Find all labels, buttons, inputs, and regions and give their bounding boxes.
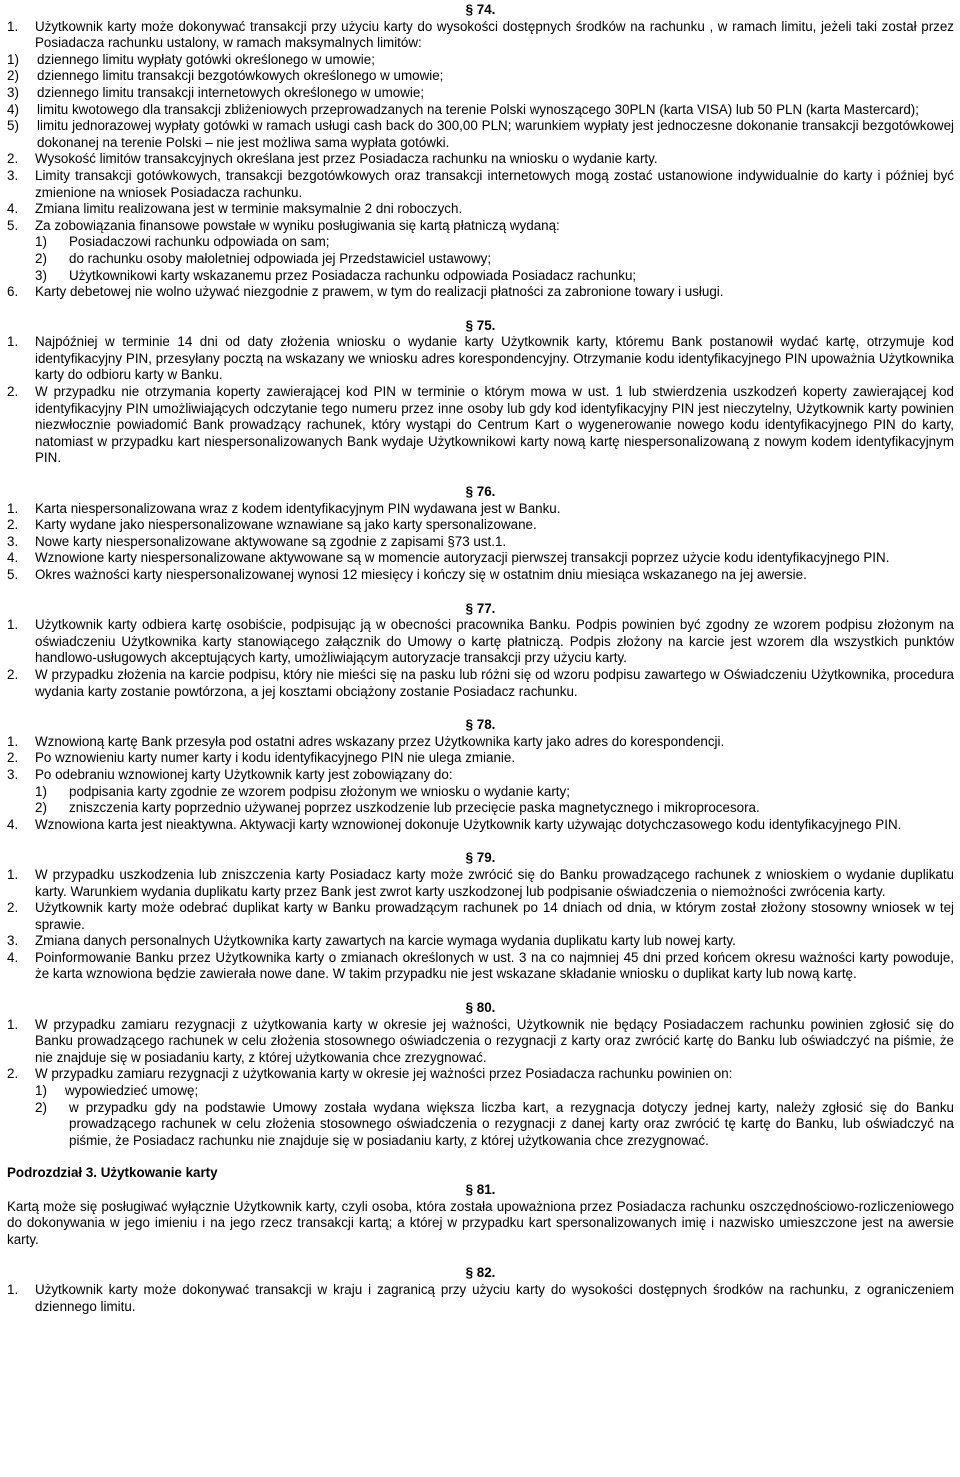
item-text: Karta niespersonalizowana wraz z kodem identyfikacyjnym PIN wydawana jest w Banku. xyxy=(35,500,561,516)
item-number: 2. xyxy=(7,384,19,400)
list-item xyxy=(7,734,954,751)
item-text: Po odebraniu wznowionej karty Użytkownik karty jest zobowiązany do: xyxy=(35,766,453,782)
sub-number: 1) xyxy=(35,234,47,250)
item-number: 3. xyxy=(7,167,19,183)
item-number: 2. xyxy=(7,900,19,916)
section-list xyxy=(7,617,954,700)
sub-text: do rachunku osoby małoletniej odpowiada jej Przedstawiciel ustawowy; xyxy=(69,250,492,266)
sub-item xyxy=(7,102,954,119)
list-item xyxy=(7,334,954,384)
item-text: Limity transakcji gotówkowych, transakcji bezgotówkowych oraz transakcji internetowych mogą zostać ustanowione indywidualnie do karty i później być zmienione na wniosek Posiadacza rachunku. xyxy=(35,167,954,200)
section-76 xyxy=(7,484,954,584)
sub-item xyxy=(7,52,954,69)
section-heading: § 77. xyxy=(465,600,496,616)
item-text: Nowe karty niespersonalizowane aktywowane są zgodnie z zapisami §73 ust.1. xyxy=(35,533,507,549)
section-82 xyxy=(7,1265,954,1315)
list-item xyxy=(7,867,954,900)
list-item xyxy=(7,534,954,551)
list-item xyxy=(7,151,954,168)
sub-number: 2) xyxy=(7,68,19,84)
section-list xyxy=(7,817,954,834)
section-heading: § 75. xyxy=(465,317,496,333)
list-item xyxy=(7,817,954,834)
sub-number: 4) xyxy=(7,101,19,117)
list-item xyxy=(7,617,954,667)
section-77 xyxy=(7,601,954,701)
section-list xyxy=(7,334,954,467)
list-item xyxy=(7,950,954,983)
item-number: 1. xyxy=(7,18,19,34)
item-number: 1. xyxy=(7,1016,19,1032)
sub-number: 2) xyxy=(35,1099,47,1115)
list-item xyxy=(7,550,954,567)
list-item xyxy=(7,567,954,584)
sub-item xyxy=(7,68,954,85)
sub-list xyxy=(7,784,954,817)
item-number: 4. xyxy=(7,949,19,965)
sub-number: 5) xyxy=(7,118,19,134)
item-text: Wznowiona karta jest nieaktywna. Aktywacji karty wznowionej dokonuje Użytkownik karty używając dotychczasowego kodu identyfikacyjnego PIN. xyxy=(35,816,902,832)
sub-item xyxy=(35,1083,954,1100)
section-heading: § 81. xyxy=(465,1182,496,1197)
sub-item xyxy=(7,234,954,251)
item-text: W przypadku uszkodzenia lub zniszczenia karty Posiadacz karty może zwrócić się do Banku prowadzącego rachunek z wnioskiem o wydanie duplikatu karty. Warunkiem wydania duplikatu karty przez Bank jest zwrot karty uszkodzonej lub podpisanie oświadczenia o niemożności zwrócenia karty. xyxy=(35,866,954,899)
section-heading: § 78. xyxy=(465,717,496,733)
item-text: Zmiana limitu realizowana jest w terminie maksymalnie 2 dni roboczych. xyxy=(35,201,463,217)
item-text: Po wznowieniu karty numer karty i kodu identyfikacyjnego PIN nie ulega zmianie. xyxy=(35,750,516,766)
section-81 xyxy=(7,1182,954,1248)
item-text: Wysokość limitów transakcyjnych określana jest przez Posiadacza rachunku na wniosku o wydanie karty. xyxy=(35,151,658,167)
sub-text: limitu jednorazowej wypłaty gotówki w ramach usługi cash back do 300,00 PLN; warunkiem wypłaty jest jednoczesne dokonanie transakcji bezgotówkowej dokonanej na terenie Polski – nie jest możliwa sama wypłata gotówki. xyxy=(37,118,954,150)
item-number: 3. xyxy=(7,533,19,549)
item-text: Okres ważności karty niespersonalizowanej wynosi 12 miesięcy i kończy się w ostatnim dniu miesiąca wskazanego na jej awersie. xyxy=(35,567,807,582)
sub-number: 2) xyxy=(35,250,47,266)
sub-text: Posiadaczowi rachunku odpowiada on sam; xyxy=(69,234,330,250)
item-text: Użytkownik karty odbiera kartę osobiście, podpisując ją w obecności pracownika Banku. Podpis powinien być zgodny ze wzorem podpisu złożonym na oświadczeniu Użytkownika karty stanowiącego załącznik do Umowy o kartę płatniczą. Podpis złożony na karcie jest wzorem dla wszystkich punktów handlowo-usługowych akceptujących karty, umożliwiającym autoryzacje transakcji przy użyciu karty. xyxy=(35,617,954,666)
item-text: Użytkownik karty może dokonywać transakcji w kraju i zagranicą przy użyciu karty do wysokości dostępnych środków na rachunku, z ograniczeniem dziennego limitu. xyxy=(35,1281,954,1314)
item-number: 2. xyxy=(7,666,19,682)
sub-text: w przypadku gdy na podstawie Umowy została wydana większa liczba kart, a rezygnacja dotyczy jednej karty, należy zgłosić się do Banku prowadzącego rachunek w celu złożenia stosownego oświadczenia o rezygnacji z danej karty oraz zwrócić tę kartę do Banku, lub oświadczyć na piśmie, że Posiadacz rachunku nie znajduje się w posiadaniu karty, z której użytkowania chce zrezygnować. xyxy=(69,1099,954,1148)
list-item xyxy=(7,284,954,301)
item-number: 5. xyxy=(7,217,19,233)
sub-list xyxy=(7,234,954,284)
item-number: 5. xyxy=(7,567,19,582)
sub-item xyxy=(35,1100,954,1150)
list-item xyxy=(7,1282,954,1315)
list-item xyxy=(7,168,954,201)
list-item xyxy=(7,1017,954,1067)
item-text: Użytkownik karty może dokonywać transakcji przy użyciu karty do wysokości dostępnych środków na rachunku , w ramach limitu, jeżeli taki został przez Posiadacza rachunku ustalony, w ramach maksymalnych limitów: xyxy=(35,18,954,51)
item-number: 2. xyxy=(7,750,19,766)
section-list xyxy=(7,867,954,983)
list-item xyxy=(7,384,954,467)
item-number: 2. xyxy=(7,1066,19,1082)
item-number: 4. xyxy=(7,201,19,217)
section-78 xyxy=(7,717,954,833)
section-75 xyxy=(7,318,954,467)
item-number: 4. xyxy=(7,550,19,566)
section-list xyxy=(7,501,954,584)
list-item xyxy=(7,501,954,518)
sub-text: dziennego limitu wypłaty gotówki określonego w umowie; xyxy=(37,51,375,67)
item-number: 3. xyxy=(7,933,19,949)
section-list xyxy=(7,1017,954,1083)
section-79 xyxy=(7,850,954,983)
item-text: W przypadku zamiaru rezygnacji z użytkowania karty w okresie jej ważności, Użytkownik nie będący Posiadaczem rachunku powinien zgłosić się do Banku prowadzącego rachunek w celu złożenia stosownego oświadczenia o rezygnacji z karty oraz zwrócić kartę do Banku lub oświadczyć na piśmie, że nie znajduje się w posiadaniu karty, z której użytkowania chce zrezygnować. xyxy=(35,1016,954,1065)
sub-number: 1) xyxy=(7,51,19,67)
sub-item xyxy=(7,784,954,801)
list-item xyxy=(7,201,954,218)
item-number: 6. xyxy=(7,284,19,300)
sub-number: 1) xyxy=(35,1083,47,1099)
item-text: Karty debetowej nie wolno używać niezgodnie z prawem, w tym do realizacji płatności za zabronione towary i usługi. xyxy=(35,284,724,300)
section-list xyxy=(7,1282,954,1315)
list-item xyxy=(7,218,954,235)
section-list xyxy=(7,284,954,301)
item-text: W przypadku złożenia na karcie podpisu, który nie mieści się na pasku lub różni się od wzoru podpisu zawartego w Oświadczeniu Użytkownika, procedura wydania karty zostanie powtórzona, a jej kosztami obciążony zostanie Posiadacz rachunku. xyxy=(35,666,954,699)
sub-text: zniszczenia karty poprzednio używanej poprzez uszkodzenie lub przecięcie paska magnetycznego i mikroprocesora. xyxy=(69,800,760,816)
list-item xyxy=(7,750,954,767)
item-text: Najpóźniej w terminie 14 dni od daty złożenia wniosku o wydanie karty Użytkownik karty, któremu Bank postanowił wydać kartę, otrzymuje kod identyfikacyjny PIN, przesyłany pocztą na wskazany we wniosku adres korespondencyjny. Otrzymanie kodu identyfikacyjnego PIN upoważnia Użytkownika karty do odbioru karty w Banku. xyxy=(35,334,954,383)
list-item xyxy=(7,767,954,784)
sub-text: dziennego limitu transakcji internetowych określonego w umowie; xyxy=(37,84,425,100)
section-heading: § 76. xyxy=(465,484,496,500)
sub-item xyxy=(7,85,954,102)
item-text: Użytkownik karty może odebrać duplikat karty w Banku prowadzącym rachunek po 14 dniach od dnia, w którym został złożony stosowny wniosek w tej sprawie. xyxy=(35,900,954,932)
sub-number: 2) xyxy=(35,800,47,816)
list-item xyxy=(7,900,954,933)
sub-list xyxy=(7,1083,954,1149)
item-number: 1. xyxy=(7,500,19,516)
sub-text: podpisania karty zgodnie ze wzorem podpisu złożonym we wniosku o wydanie karty; xyxy=(69,783,570,799)
section-list xyxy=(7,19,954,52)
item-text: W przypadku nie otrzymania koperty zawierającej kod PIN w terminie o którym mowa w ust. 1 lub stwierdzenia uszkodzeń koperty zawierającej kod identyfikacyjny PIN umożliwiających odczytanie tego numeru przez inne osoby lub gdy kod identyfikacyjny PIN jest nieczytelny, Użytkownik karty powinien niezwłocznie powiadomić Bank prowadzący rachunek, który wystąpi do Centrum Kart o wygenerowanie nowego kodu identyfikacyjnego PIN do karty, natomiast w przypadku kart niespersonalizowanych Bank wydaje Użytkownikowi karty nową kartę niespersonalizowaną z nowym kodem identyfikacyjnym PIN. xyxy=(35,384,954,466)
list-item xyxy=(7,517,954,534)
sub-item xyxy=(7,268,954,285)
item-text: Za zobowiązania finansowe powstałe w wyniku posługiwania się kartą płatniczą wydaną: xyxy=(35,217,560,233)
section-paragraph: Kartą może się posługiwać wyłącznie Użytkownik karty, czyli osoba, która została upoważniona przez Posiadacza rachunku oszczędnościowo-rozliczeniowego do dokonywania w jego imieniu i na jego rzecz transakcji kartą; a której w przypadku kart spersonalizowanych imię i nazwisko umieszczone jest na awersie karty. xyxy=(7,1198,954,1247)
item-number: 1. xyxy=(7,1281,19,1297)
list-item xyxy=(7,1066,954,1083)
subdivision-title: Podrozdział 3. Użytkowanie karty xyxy=(7,1165,218,1181)
section-80 xyxy=(7,1000,954,1149)
sub-number: 3) xyxy=(7,84,19,100)
item-number: 2. xyxy=(7,151,19,167)
item-number: 3. xyxy=(7,766,19,782)
item-text: Poinformowanie Banku przez Użytkownika karty o zmianach określonych w ust. 3 na co najmniej 45 dni przed końcem okresu ważności karty powoduje, że karta wznowiona będzie zawierała nowe dane. W takim przypadku nie jest wskazane składanie wniosku o duplikat karty lub nową kartę. xyxy=(35,949,954,982)
list-item xyxy=(7,933,954,950)
list-item xyxy=(7,667,954,700)
list-item xyxy=(7,19,954,52)
item-number: 2. xyxy=(7,517,19,533)
sub-item xyxy=(7,118,954,151)
item-text: Zmiana danych personalnych Użytkownika karty zawartych na karcie wymaga wydania duplikatu karty lub nowej karty. xyxy=(35,933,736,949)
item-text: Wznowione karty niespersonalizowane aktywowane są w momencie autoryzacji pierwszej transakcji poprzez użycie kodu identyfikacyjnego PIN. xyxy=(35,550,890,566)
sub-list xyxy=(7,52,954,152)
section-list xyxy=(7,151,954,234)
item-number: 1. xyxy=(7,617,19,633)
item-text: Karty wydane jako niespersonalizowane wznawiane są jako karty spersonalizowane. xyxy=(35,517,537,533)
item-number: 1. xyxy=(7,334,19,350)
sub-text: limitu kwotowego dla transakcji zbliżeniowych przeprowadzanych na terenie Polski wynoszącego 30PLN (karta VISA) lub 50 PLN (karta Mastercard); xyxy=(37,101,919,117)
item-number: 4. xyxy=(7,816,19,832)
item-text: W przypadku zamiaru rezygnacji z użytkowania karty w okresie jej ważności przez Posiadacza rachunku powinien on: xyxy=(35,1066,733,1082)
sub-item xyxy=(7,800,954,817)
sub-item xyxy=(7,251,954,268)
sub-number: 1) xyxy=(35,783,47,799)
sub-text: Użytkownikowi karty wskazanemu przez Posiadacza rachunku odpowiada Posiadacz rachunku; xyxy=(69,267,637,283)
sub-text: wypowiedzieć umowę; xyxy=(65,1083,199,1099)
section-heading: § 79. xyxy=(465,850,496,866)
section-heading: § 82. xyxy=(465,1265,496,1281)
sub-number: 3) xyxy=(35,267,47,283)
section-74 xyxy=(7,2,954,301)
section-list xyxy=(7,734,954,784)
item-number: 1. xyxy=(7,866,19,882)
item-text: Wznowioną kartę Bank przesyła pod ostatni adres wskazany przez Użytkownika karty jako adres do korespondencji. xyxy=(35,733,725,749)
section-heading: § 74. xyxy=(465,2,496,17)
item-number: 1. xyxy=(7,733,19,749)
sub-text: dziennego limitu transakcji bezgotówkowych określonego w umowie; xyxy=(37,68,444,84)
section-heading: § 80. xyxy=(465,1000,496,1016)
